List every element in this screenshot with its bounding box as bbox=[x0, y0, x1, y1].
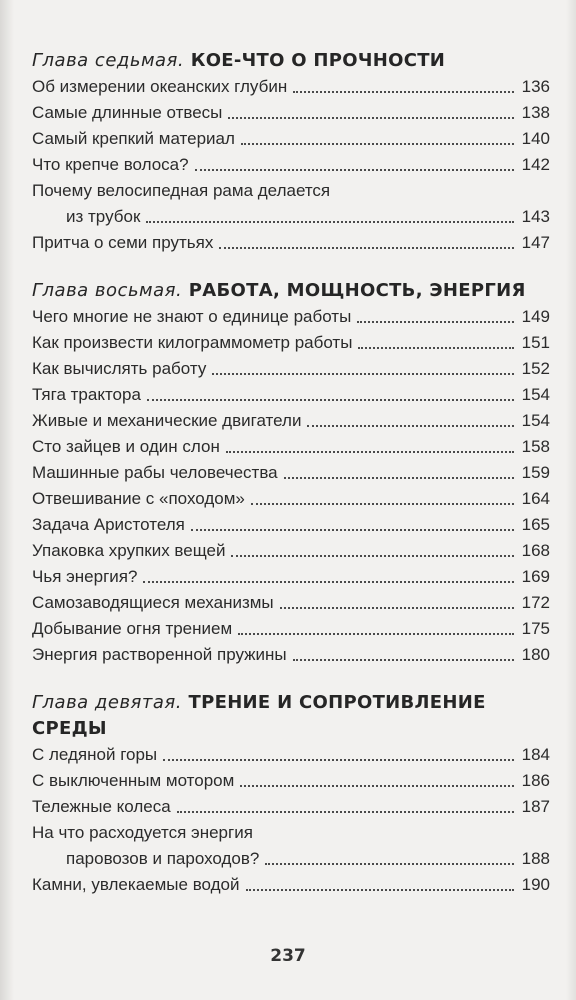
leader-dots bbox=[251, 503, 514, 505]
leader-dots bbox=[226, 451, 514, 453]
chapter-heading bbox=[32, 690, 550, 716]
entry-continuation-row bbox=[32, 846, 550, 872]
leader-dots bbox=[219, 247, 514, 249]
chapter-heading-continuation bbox=[32, 716, 550, 742]
leader-dots bbox=[293, 659, 514, 661]
toc-entry bbox=[32, 616, 550, 642]
entry-title: Тележные колеса bbox=[32, 797, 171, 816]
entry-title: Об измерении океанских глубин bbox=[32, 77, 288, 96]
leader-dots bbox=[358, 347, 514, 349]
entry-page: 164 bbox=[521, 489, 550, 508]
toc-entry bbox=[32, 768, 550, 794]
entry-title: Упаковка хрупких вещей bbox=[32, 541, 226, 560]
entry-title: Как произвести килограммометр работы bbox=[32, 333, 353, 352]
entry-page: 154 bbox=[521, 411, 550, 430]
leader-dots bbox=[241, 143, 514, 145]
toc-entry bbox=[32, 330, 550, 356]
chapter-title: КОЕ-ЧТО О ПРОЧНОСТИ bbox=[190, 50, 446, 71]
chapter-heading bbox=[32, 278, 550, 304]
leader-dots bbox=[191, 529, 514, 531]
leader-dots bbox=[195, 169, 514, 171]
entry-title: Отвешивание с «походом» bbox=[32, 489, 245, 508]
toc-entry bbox=[32, 794, 550, 820]
toc-entry bbox=[32, 126, 550, 152]
entry-title: Живые и механические двигатели bbox=[32, 411, 302, 430]
table-of-contents bbox=[32, 48, 550, 898]
entry-title: Сто зайцев и один слон bbox=[32, 437, 220, 456]
entry-title: Добывание огня трением bbox=[32, 619, 233, 638]
entry-title: На что расходуется энергия bbox=[32, 823, 253, 842]
toc-entry bbox=[32, 564, 550, 590]
page-edge-shadow bbox=[566, 0, 576, 1000]
toc-entry bbox=[32, 872, 550, 898]
entry-page: 140 bbox=[521, 129, 550, 148]
section-spacer bbox=[32, 668, 550, 690]
toc-entry bbox=[32, 460, 550, 486]
entry-page: 169 bbox=[521, 567, 550, 586]
toc-entry bbox=[32, 434, 550, 460]
entry-title: Самые длинные отвесы bbox=[32, 103, 223, 122]
toc-entry bbox=[32, 820, 550, 872]
entry-page: 158 bbox=[521, 437, 550, 456]
leader-dots bbox=[240, 785, 514, 787]
toc-entry bbox=[32, 486, 550, 512]
toc-entry bbox=[32, 382, 550, 408]
toc-entry bbox=[32, 590, 550, 616]
chapter-number: Глава восьмая. bbox=[32, 280, 183, 301]
entry-title: Камни, увлекаемые водой bbox=[32, 875, 240, 894]
section-spacer bbox=[32, 256, 550, 278]
toc-entry bbox=[32, 538, 550, 564]
entry-page: 149 bbox=[521, 307, 550, 326]
chapter-number: Глава девятая. bbox=[32, 692, 182, 713]
leader-dots bbox=[357, 321, 514, 323]
entry-page: 187 bbox=[521, 797, 550, 816]
toc-entry bbox=[32, 642, 550, 668]
chapter-heading bbox=[32, 48, 550, 74]
entry-page: 190 bbox=[521, 875, 550, 894]
toc-entry bbox=[32, 74, 550, 100]
entry-title: Тяга трактора bbox=[32, 385, 141, 404]
entry-title: Задача Аристотеля bbox=[32, 515, 185, 534]
toc-entry bbox=[32, 512, 550, 538]
leader-dots bbox=[280, 607, 514, 609]
leader-dots bbox=[163, 759, 514, 761]
leader-dots bbox=[265, 863, 514, 865]
entry-title: Чего многие не знают о единице работы bbox=[32, 307, 352, 326]
entry-page: 152 bbox=[521, 359, 550, 378]
chapter-title: РАБОТА, МОЩНОСТЬ, ЭНЕРГИЯ bbox=[188, 280, 526, 301]
entry-title: Притча о семи прутьях bbox=[32, 233, 214, 252]
entry-title: Чья энергия? bbox=[32, 567, 138, 586]
leader-dots bbox=[143, 581, 514, 583]
entry-continuation-row bbox=[32, 204, 550, 230]
leader-dots bbox=[177, 811, 514, 813]
entry-title: С выключенным мотором bbox=[32, 771, 235, 790]
chapter-title-continuation: СРЕДЫ bbox=[32, 718, 107, 739]
entry-page: 136 bbox=[521, 77, 550, 96]
leader-dots bbox=[246, 889, 515, 891]
toc-entry bbox=[32, 230, 550, 256]
entry-title-continuation: из трубок bbox=[66, 207, 141, 226]
entry-title: Что крепче волоса? bbox=[32, 155, 189, 174]
leader-dots bbox=[146, 221, 514, 223]
entry-page: 138 bbox=[521, 103, 550, 122]
entry-title: Почему велосипедная рама делается bbox=[32, 181, 331, 200]
leader-dots bbox=[231, 555, 514, 557]
entry-page: 151 bbox=[521, 333, 550, 352]
entry-page: 186 bbox=[521, 771, 550, 790]
leader-dots bbox=[307, 425, 514, 427]
leader-dots bbox=[293, 91, 514, 93]
entry-title: Самозаводящиеся механизмы bbox=[32, 593, 274, 612]
entry-title: Энергия растворенной пружины bbox=[32, 645, 287, 664]
entry-page: 147 bbox=[521, 233, 550, 252]
entry-title: Как вычислять работу bbox=[32, 359, 207, 378]
toc-entry bbox=[32, 152, 550, 178]
toc-entry bbox=[32, 304, 550, 330]
leader-dots bbox=[147, 399, 514, 401]
leader-dots bbox=[228, 117, 514, 119]
entry-page: 172 bbox=[521, 593, 550, 612]
page-number: 237 bbox=[270, 946, 306, 966]
entry-page: 154 bbox=[521, 385, 550, 404]
entry-page: 184 bbox=[521, 745, 550, 764]
entry-page: 142 bbox=[521, 155, 550, 174]
page-gutter-shadow bbox=[0, 0, 14, 1000]
entry-page: 188 bbox=[521, 849, 550, 868]
entry-title: Самый крепкий материал bbox=[32, 129, 235, 148]
entry-title: Машинные рабы человечества bbox=[32, 463, 278, 482]
entry-page: 168 bbox=[521, 541, 550, 560]
leader-dots bbox=[284, 477, 514, 479]
chapter-title: ТРЕНИЕ И СОПРОТИВЛЕНИЕ bbox=[188, 692, 486, 713]
entry-page: 143 bbox=[521, 207, 550, 226]
entry-title: С ледяной горы bbox=[32, 745, 158, 764]
leader-dots bbox=[238, 633, 514, 635]
chapter-number: Глава седьмая. bbox=[32, 50, 185, 71]
toc-entry bbox=[32, 742, 550, 768]
entry-title-continuation: паровозов и пароходов? bbox=[66, 849, 260, 868]
toc-entry bbox=[32, 178, 550, 230]
toc-entry bbox=[32, 356, 550, 382]
entry-page: 175 bbox=[521, 619, 550, 638]
leader-dots bbox=[212, 373, 514, 375]
toc-entry bbox=[32, 408, 550, 434]
entry-page: 165 bbox=[521, 515, 550, 534]
toc-entry bbox=[32, 100, 550, 126]
entry-page: 159 bbox=[521, 463, 550, 482]
entry-page: 180 bbox=[521, 645, 550, 664]
